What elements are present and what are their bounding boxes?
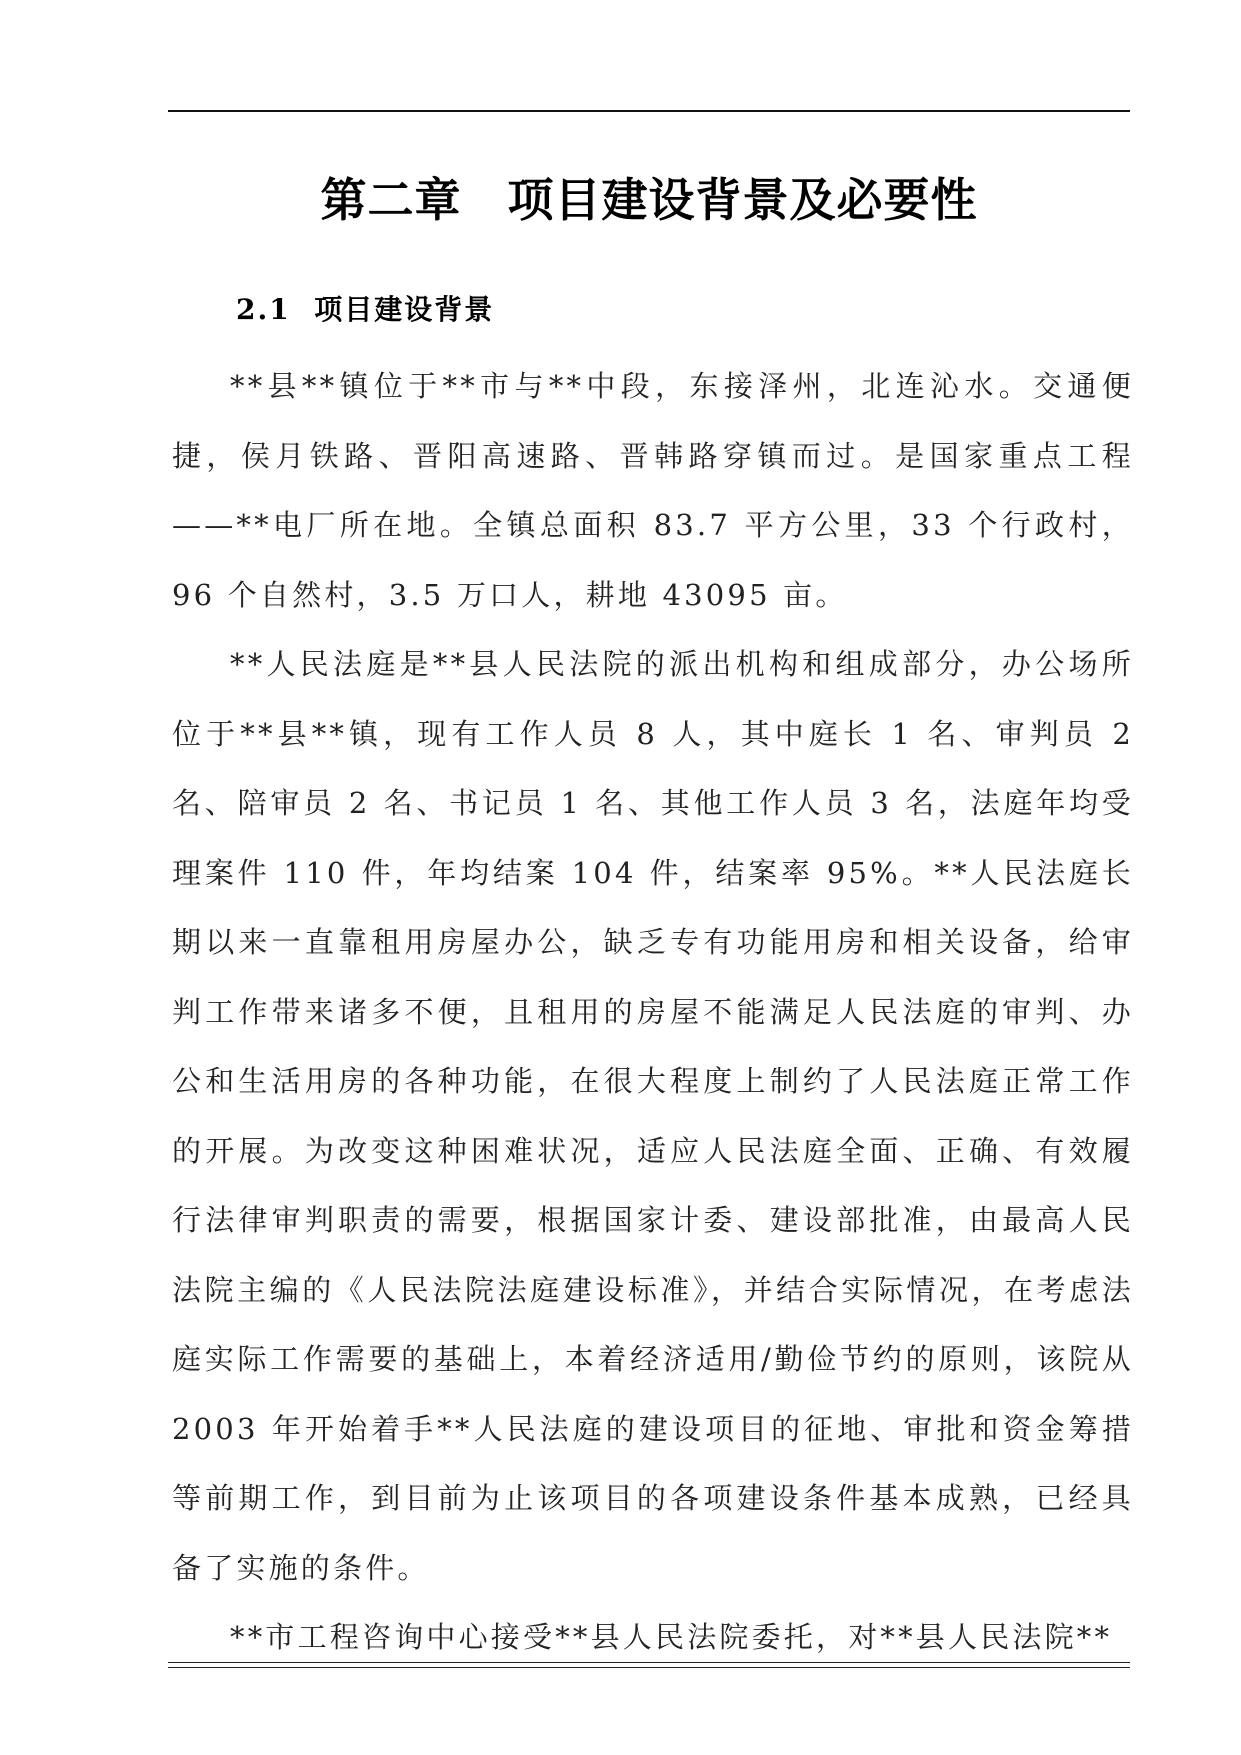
chapter-title (168, 170, 1130, 230)
footer-rule (168, 1662, 1130, 1668)
section-title: 项目建设背景 (314, 293, 495, 326)
section-number: 2.1 (236, 293, 291, 326)
paragraph: **县**镇位于**市与**中段，东接泽州，北连沁水。交通便捷，侯月铁路、晋阳高速路、晋韩路穿镇而过。是国家重点工程——**电厂所在地。全镇总面积 83.7 平方公里，33 个行政村，96 个自然村，3.5 万口人，耕地 43095 亩。 (172, 369, 1134, 612)
body-text (172, 352, 1134, 1673)
section-heading (236, 290, 494, 330)
paragraph: **人民法庭是**县人民法院的派出机构和组成部分，办公场所位于**县**镇，现有工作人员 8 人，其中庭长 1 名、审判员 2 名、陪审员 2 名、书记员 1 名、其他工作人员 3 名，法庭年均受理案件 110 件，年均结案 104 件，结案率 95%。**人民法庭长期以来一直靠租用房屋办公，缺乏专有功能用房和相关设备，给审判工作带来诸多不便，且租用的房屋不能满足人民法庭的审判、办公和生活用房的各种功能，在很大程度上制约了人民法庭正常工作的开展。为改变这种困难状况，适应人民法庭全面、正确、有效履行法律审判职责的需要，根据国家计委、建设部批准，由最高人民法院主编的《人民法院法庭建设标准》，并结合实际情况，在考虑法庭实际工作需要的基础上，本着经济适用/勤俭节约的原则，该院从 2003 年开始着手**人民法庭的建设项目的征地、审批和资金筹措等前期工作，到目前为止该项目的各项建设条件基本成熟，已经具备了实施的条件。 (172, 647, 1134, 1585)
chapter-number: 第二章 (320, 173, 462, 227)
header-rule (168, 110, 1130, 112)
paragraph: **市工程咨询中心接受**县人民法院委托，对**县人民法院** (230, 1620, 1113, 1654)
chapter-title-text: 项目建设背景及必要性 (507, 173, 978, 227)
